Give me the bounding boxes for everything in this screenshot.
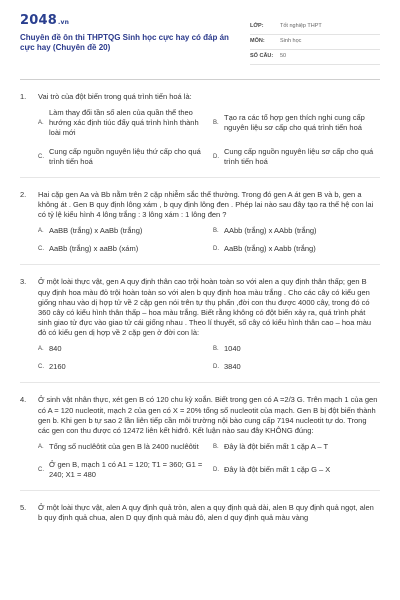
option-text: Cung cấp nguồn nguyên liệu sơ cấp cho quá trình tiến hoá [224,146,374,166]
answer-option[interactable] [213,147,380,167]
option-text: AAbb (trắng) x AAbb (trắng) [224,226,317,236]
meta-key: SỐ CÂU: [250,53,274,60]
option-text: Đây là đột biến mất 1 cặp G – X [224,465,331,475]
answer-option[interactable] [38,226,205,236]
question-text: Hai cặp gen Aa và Bb nằm trên 2 cặp nhiễm sắc thể thường. Trong đó gen A át gen B và b, gen a không át . Gen B quy định lông xám , b quy định lông đen . Phép lai nào sau đây tạo ra thế hệ con lai có tỷ lệ kiểu hình 4 lông trắng : 3 lông xám : 1 lông đen ? [38,189,374,219]
answer-option[interactable] [38,344,205,354]
document-title: Chuyên đề ôn thi THPTQG Sinh học cực hay có đáp án cực hay (Chuyên đề 20) [20,32,229,53]
question-number: 2. [20,189,27,199]
option-letter: A. [38,228,44,235]
meta-key: MÔN: [250,38,265,45]
answer-option[interactable] [38,244,205,254]
answer-option[interactable] [38,442,205,452]
document-header [20,0,380,65]
meta-row-count [250,50,380,65]
answer-options [38,442,380,480]
option-text: Tổng số nuclêôtit của gen B là 2400 nuclêôtit [49,441,199,451]
question-number: 4. [20,395,27,405]
option-letter: D. [213,246,219,253]
question-separator [20,177,380,178]
option-letter: D. [213,467,219,474]
question-2 [20,190,380,266]
question-separator [20,264,380,265]
answer-option[interactable] [213,108,380,138]
question-stem [20,277,380,338]
option-text: AaBB (trắng) x AaBb (trắng) [49,226,143,236]
option-letter: C. [38,246,44,253]
meta-key: LỚP: [250,23,264,30]
logo-main: 2048 [20,13,57,28]
option-letter: C. [38,364,44,371]
answer-option[interactable] [213,460,380,480]
meta-row-subject [250,35,380,50]
option-letter: A. [38,443,44,450]
header-left [20,12,235,65]
question-text: Ở một loài thực vật, gen A quy định thân cao trội hoàn toàn so với alen a quy định thân thấp; gen B quy định hoa màu đỏ trội hoàn toàn so với alen b quy định hoa màu trắng . Cho các cây có kiểu gen giống nhau vào dị hợp tử về 2 cặp gen nói trên tự thụ phấn ,đời con thu được 4000 cây, trong đó có 360 cây có kiểu hình thân thấp – hoa màu trắng. Biết rằng không có đột biến xảy ra, quá trình phát sinh giao tử đực vào giao tử cái giống nhau . Theo lí thuyết, số cây có kiểu hình thân cao – hoa màu đỏ có kiểu gen dị hợp về 2 cặp gen ở đời con là: [38,277,372,337]
meta-value: Sinh học [280,38,302,45]
answer-option[interactable] [38,108,205,138]
option-letter: B. [213,120,219,127]
question-list [20,92,380,524]
option-text: 3840 [224,362,241,372]
question-separator [20,382,380,383]
answer-option[interactable] [213,244,380,254]
answer-option[interactable] [38,362,205,372]
option-letter: C. [38,467,44,474]
question-number: 3. [20,277,27,287]
option-text: Ở gen B, mạch 1 có A1 = 120; T1 = 360; G1 = 240; X1 = 480 [49,460,203,480]
meta-value: Tốt nghiệp THPT [280,23,322,30]
question-stem [20,395,380,436]
option-text: 1040 [224,344,241,354]
question-text: Ở một loài thực vật, alen A quy định quả tròn, alen a quy định quả dài, alen B quy định quả ngọt, alen b quy định quả chua, alen D quy định quả màu đỏ, alen d quy định quả màu vàng [38,503,374,523]
meta-value: 50 [280,53,287,60]
option-letter: A. [38,120,44,127]
question-number: 1. [20,92,27,101]
question-5 [20,503,380,523]
question-text: Vai trò của đột biến trong quá trình tiến hoá là: [38,92,192,101]
option-letter: B. [213,346,219,353]
option-text: Làm thay đổi tần số alen của quần thể theo hướng xác định tiúc đẩy quá trình hình thành loài mới [49,108,199,138]
option-text: Tạo ra các tổ hợp gen thích nghi cung cấp nguyên liệu sơ cấp cho quá trình tiến hoá [224,113,365,133]
option-text: AaBb (trắng) x aaBb (xám) [49,244,139,254]
option-text: AaBb (trắng) x Aabb (trắng) [224,244,316,254]
option-text: 2160 [49,362,66,372]
answer-options [38,108,380,167]
answer-option[interactable] [213,226,380,236]
answer-options [38,344,380,372]
answer-option[interactable] [213,442,380,452]
meta-table [250,20,380,65]
option-letter: A. [38,346,44,353]
meta-row-class [250,20,380,35]
header-divider [20,79,380,80]
question-number: 5. [20,503,27,513]
option-text: 840 [49,344,62,354]
option-letter: D. [213,153,219,160]
option-letter: B. [213,228,219,235]
answer-option[interactable] [213,362,380,372]
question-stem [20,503,380,523]
question-1 [20,92,380,178]
option-text: Đây là đột biến mất 1 cặp A – T [224,441,329,451]
question-text: Ở sinh vật nhân thực, xét gen B có 120 chu kỳ xoắn. Biết trong gen có A =2/3 G. Trên mạch 1 của gen có A = 120 nucleotit, mạch 2 của gen có X = 20% tổng số nucleotit của mạch. Gen B bị đột biến thành gen b. Khi gen b tự sao 2 lần liên tiếp cần môi trường nội bào cung cấp 7194 nucleotit tự do. Trong các gen con thu được có 12472 liên kết hiđrô. Kết luận nào sau đây KHÔNG đúng: [38,395,378,435]
question-3 [20,277,380,383]
option-letter: B. [213,443,219,450]
answer-option[interactable] [38,147,205,167]
option-text: Cung cấp nguồn nguyên liệu thứ cấp cho quá trình tiến hoá [49,146,201,166]
question-separator [20,490,380,491]
logo-suffix: .vn [57,19,70,26]
answer-option[interactable] [213,344,380,354]
option-letter: C. [38,153,44,160]
answer-option[interactable] [38,460,205,480]
site-logo[interactable] [20,12,235,30]
answer-options [38,226,380,254]
question-4 [20,395,380,491]
option-letter: D. [213,364,219,371]
question-stem [20,92,380,102]
question-stem [20,190,380,220]
